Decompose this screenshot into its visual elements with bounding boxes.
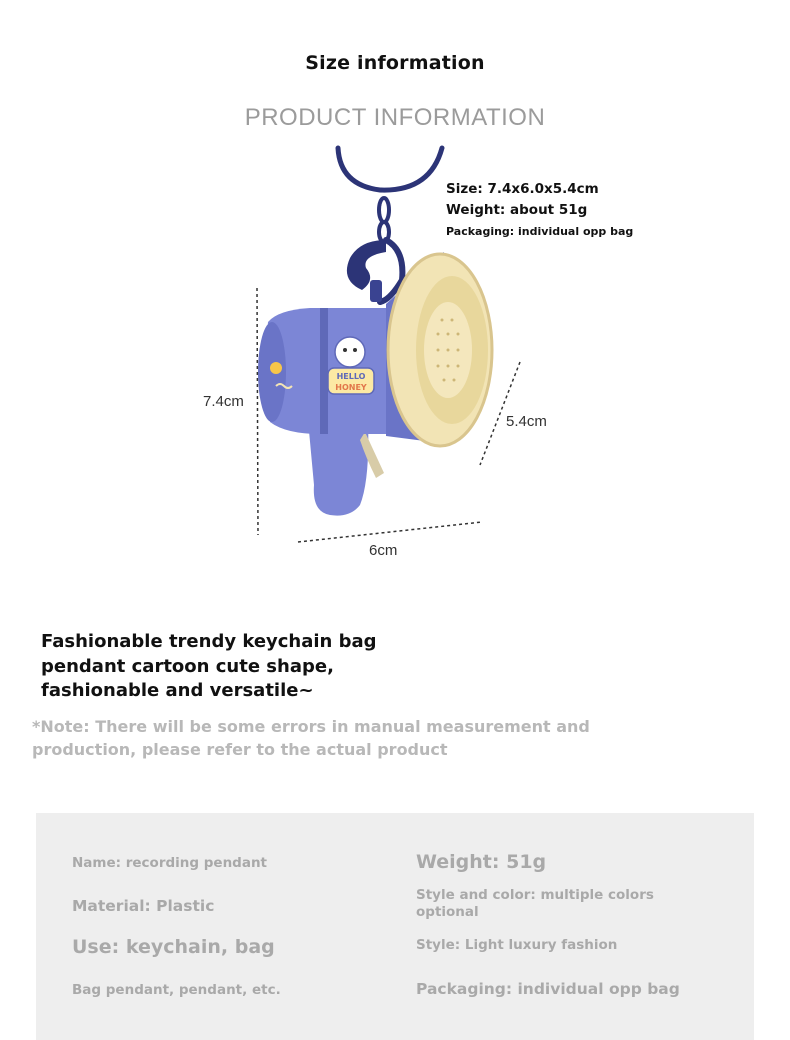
width-label: 6cm [369,542,398,559]
info-weight: Weight: 51g [416,851,547,873]
spec-size: Size: 7.4x6.0x5.4cm [446,181,599,197]
info-use-extra: Bag pendant, pendant, etc. [72,982,281,998]
sticker-line1: HELLO [336,372,366,381]
product-headline [41,630,461,704]
clasp-gate [370,280,382,302]
width-dimension-line [298,522,482,542]
sticker-line2: HONEY [335,383,367,392]
info-material: Material: Plastic [72,897,215,915]
spec-packaging: Packaging: individual opp bag [446,225,634,238]
info-packaging: Packaging: individual opp bag [416,980,680,998]
depth-label: 5.4cm [506,413,547,430]
note-line: production, please refer to the actual product [32,739,448,759]
height-label: 7.4cm [203,393,244,410]
spec-weight: Weight: about 51g [446,202,588,218]
cone-band [320,308,328,434]
sun-sticker-icon [270,362,282,374]
page-title: Size information [305,52,485,74]
key-ring [338,148,442,190]
megaphone-handle [308,420,368,516]
measurement-note [32,716,612,761]
chain-link [379,198,389,222]
cat-face-icon [335,337,365,367]
headline-line: pendant cartoon cute shape, [41,655,334,677]
info-style: Style: Light luxury fashion [416,937,618,953]
product-info-panel [36,813,754,1040]
headline-line: Fashionable trendy keychain bag [41,631,377,652]
info-use: Use: keychain, bag [72,936,275,958]
info-name: Name: recording pendant [72,855,268,871]
note-line: *Note: There will be some errors in manual measurement and [32,717,590,736]
height-dimension-line [257,288,258,535]
info-style-color: Style and color: multiple colors optional [416,887,654,920]
section-subtitle: PRODUCT INFORMATION [244,104,546,131]
headline-line: fashionable and versatile~ [41,680,314,701]
